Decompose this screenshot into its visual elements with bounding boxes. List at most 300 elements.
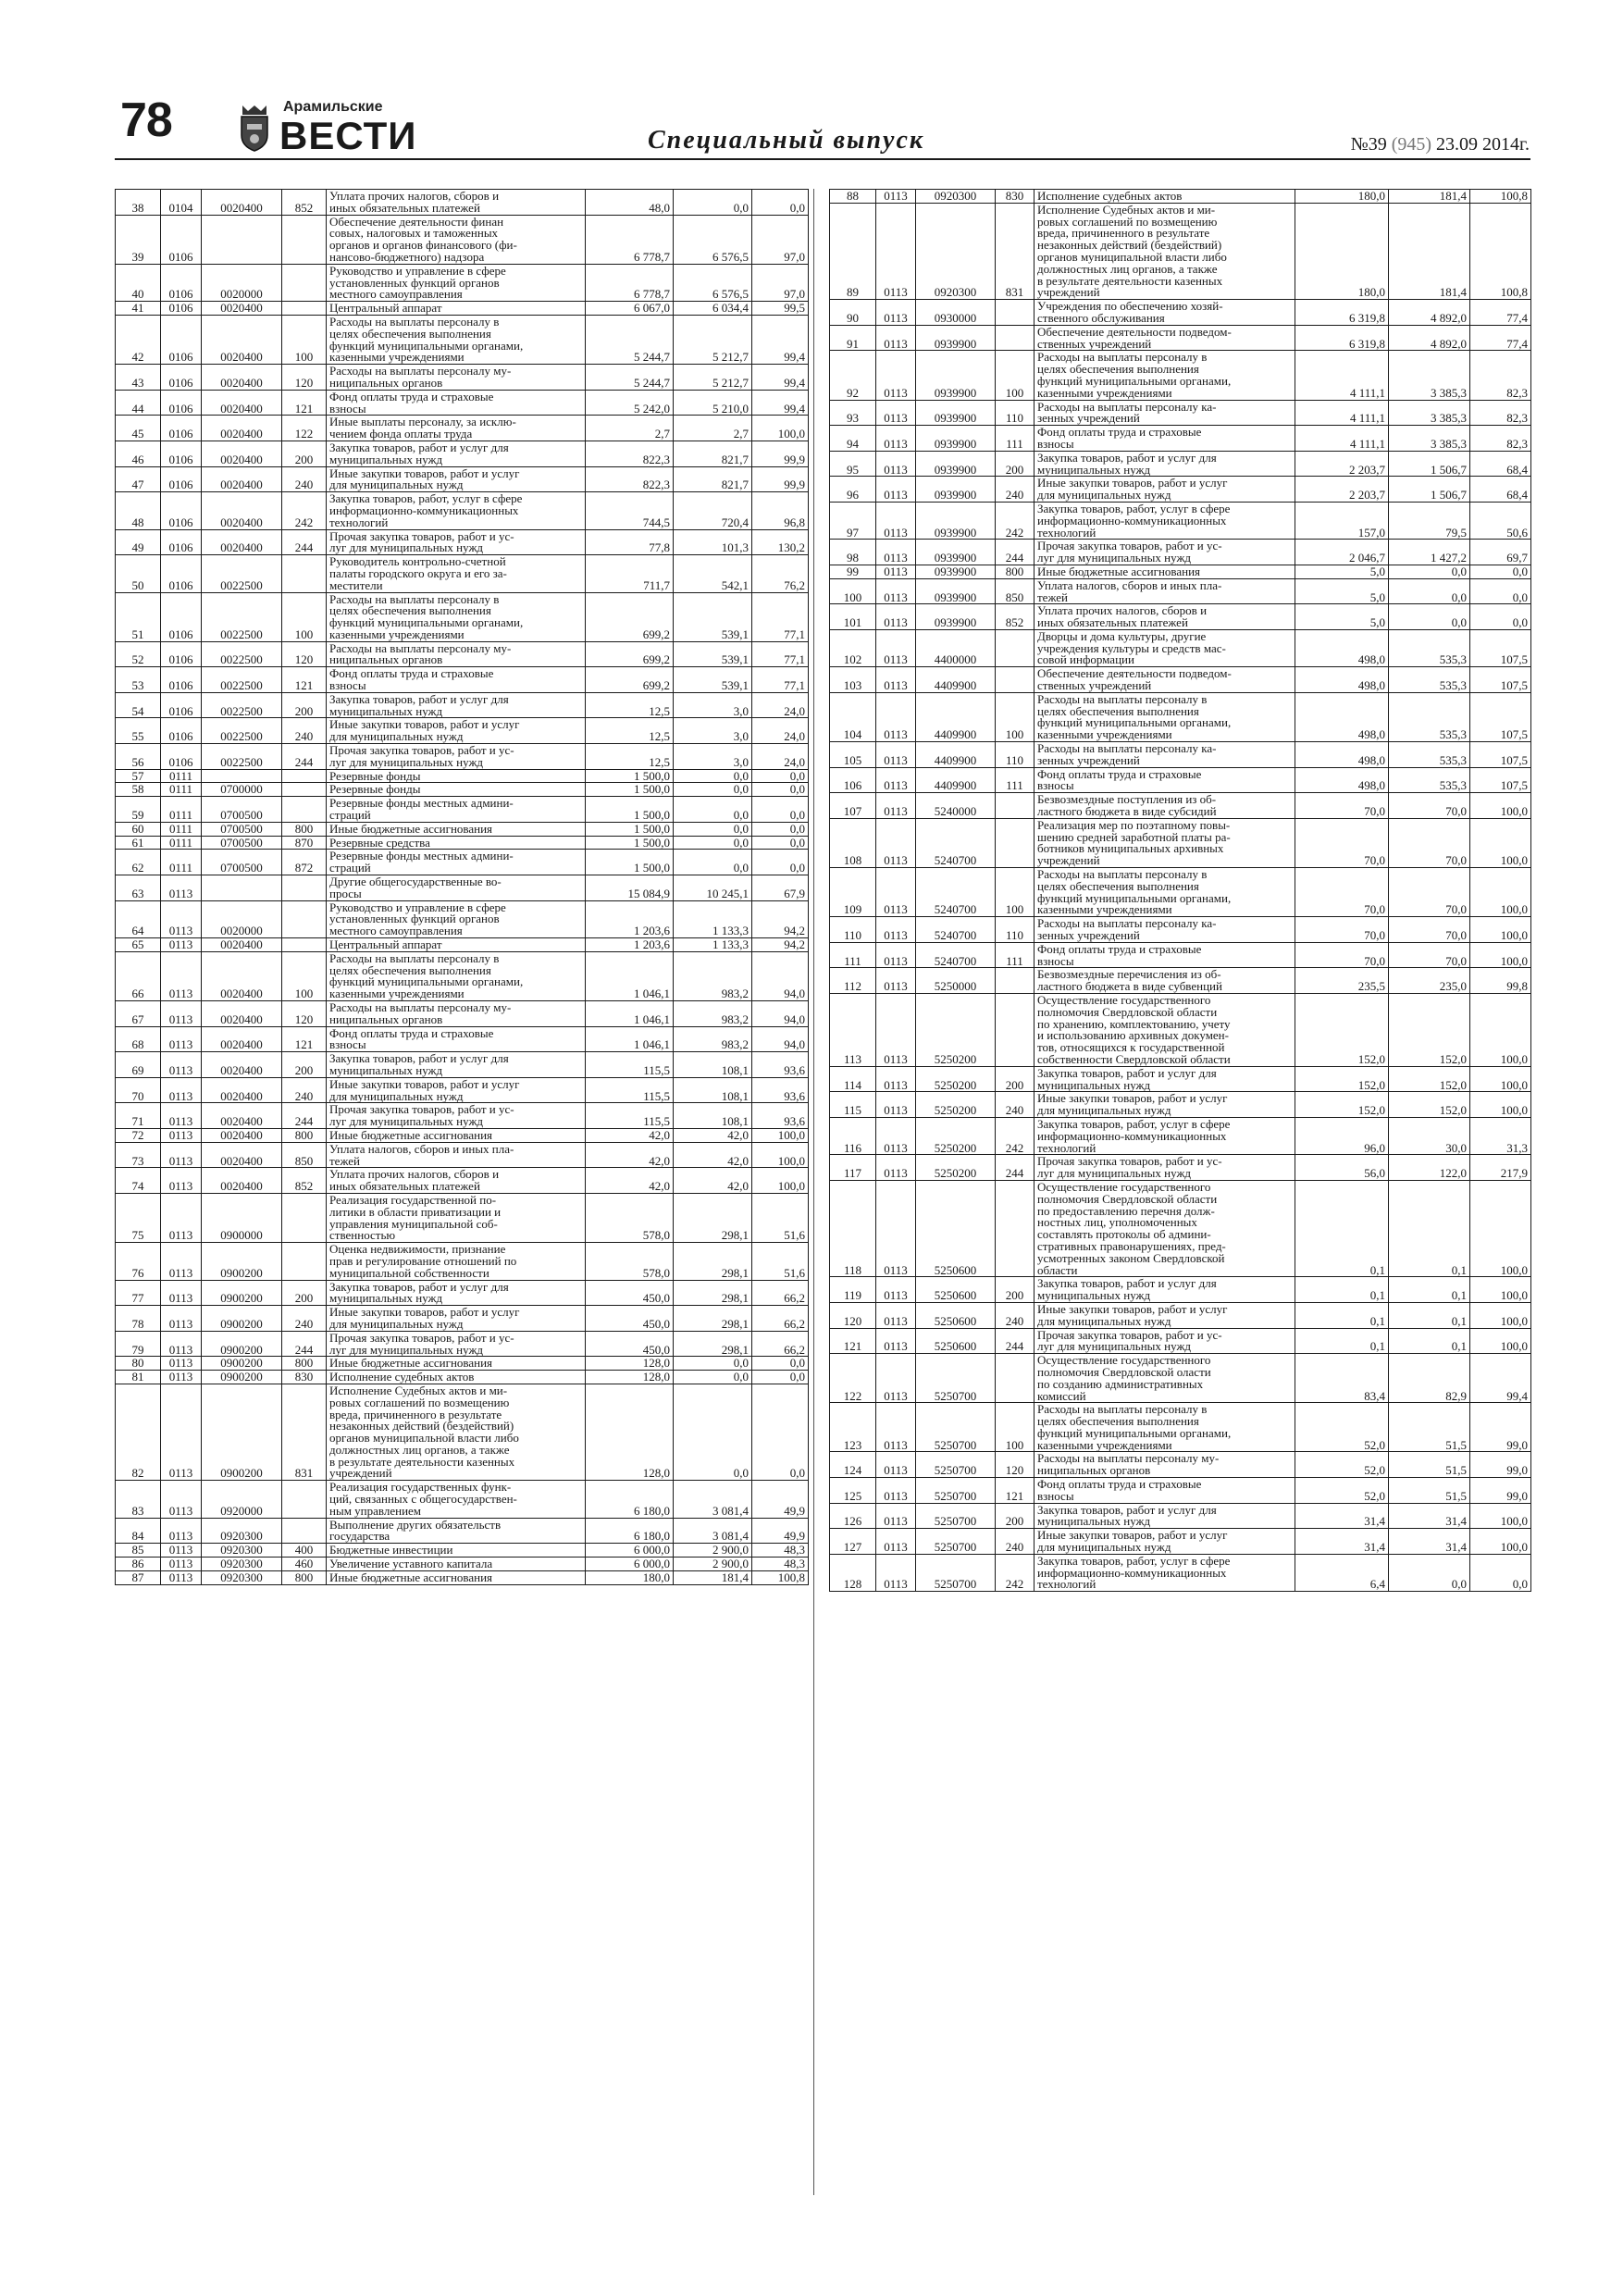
cell-plan: 450,0 — [586, 1280, 674, 1306]
cell-fact: 720,4 — [674, 492, 752, 529]
cell-name: Обеспечение деятельности подведом- ственных учреждений — [1035, 325, 1295, 351]
cell-n: 94 — [830, 426, 876, 452]
table-row — [116, 416, 809, 441]
cell-vr — [996, 1354, 1035, 1403]
cell-fact: 3 385,3 — [1389, 400, 1470, 426]
cell-plan: 48,0 — [586, 190, 674, 216]
cell-fact: 821,7 — [674, 466, 752, 492]
cell-vr: 800 — [996, 565, 1035, 578]
cell-plan: 6 319,8 — [1295, 300, 1389, 326]
cell-art: 0700500 — [202, 797, 282, 823]
cell-fact: 0,0 — [674, 1384, 752, 1480]
cell-plan: 498,0 — [1295, 742, 1389, 768]
cell-vr: 122 — [282, 416, 327, 441]
cell-plan: 42,0 — [586, 1168, 674, 1194]
cell-name: Реализация государственной по- литики в области приватизации и управления муниципальной соб- ственностью — [327, 1193, 586, 1242]
cell-pct: 107,5 — [1470, 767, 1531, 793]
cell-vr — [282, 555, 327, 592]
table-row — [830, 1066, 1531, 1092]
cell-fact: 0,0 — [674, 822, 752, 836]
cell-vr: 240 — [282, 718, 327, 744]
cell-sec: 0113 — [876, 300, 916, 326]
cell-pct: 82,3 — [1470, 400, 1531, 426]
cell-pct: 68,4 — [1470, 477, 1531, 503]
budget-table-left — [115, 189, 809, 1585]
table-row — [830, 400, 1531, 426]
cell-art — [202, 875, 282, 901]
cell-n: 47 — [116, 466, 161, 492]
cell-n: 106 — [830, 767, 876, 793]
cell-sec: 0113 — [876, 1554, 916, 1591]
table-row — [116, 1193, 809, 1242]
cell-name: Закупка товаров, работ, услуг в сфере информационно-коммуникационных технологий — [1035, 1554, 1295, 1591]
cell-name: Прочая закупка товаров, работ и ус- луг для муниципальных нужд — [1035, 1155, 1295, 1181]
cell-plan: 4 111,1 — [1295, 426, 1389, 452]
cell-plan: 6,4 — [1295, 1554, 1389, 1591]
cell-art: 5240700 — [916, 917, 996, 943]
cell-pct: 99,0 — [1470, 1478, 1531, 1504]
cell-plan: 4 111,1 — [1295, 351, 1389, 400]
cell-name: Фонд оплаты труда и страховые взносы — [1035, 767, 1295, 793]
cell-name: Расходы на выплаты персоналу му- ниципальных органов — [1035, 1452, 1295, 1478]
cell-n: 57 — [116, 769, 161, 783]
cell-sec: 0113 — [876, 1117, 916, 1154]
cell-pct: 0,0 — [752, 797, 809, 823]
cell-sec: 0106 — [161, 315, 202, 364]
cell-pct: 48,3 — [752, 1544, 809, 1558]
cell-name: Руководство и управление в сфере установленных функций органов местного самоуправления — [327, 264, 586, 301]
cell-name: Расходы на выплаты персоналу му- ниципальных органов — [327, 641, 586, 667]
cell-name: Центральный аппарат — [327, 302, 586, 316]
cell-plan: 498,0 — [1295, 692, 1389, 741]
cell-n: 83 — [116, 1481, 161, 1518]
cell-art: 0900200 — [202, 1384, 282, 1480]
cell-plan: 52,0 — [1295, 1478, 1389, 1504]
cell-sec: 0106 — [161, 718, 202, 744]
cell-name: Безвозмездные поступления из об- ластного бюджета в виде субсидий — [1035, 793, 1295, 819]
cell-vr: 200 — [996, 1277, 1035, 1303]
cell-name: Закупка товаров, работ, услуг в сфере информационно-коммуникационных технологий — [1035, 1117, 1295, 1154]
cell-fact: 0,0 — [1389, 578, 1470, 604]
cell-fact: 79,5 — [1389, 502, 1470, 539]
cell-art: 0022500 — [202, 692, 282, 718]
cell-fact: 2 900,0 — [674, 1544, 752, 1558]
cell-art: 0700500 — [202, 822, 282, 836]
cell-sec: 0111 — [161, 797, 202, 823]
cell-plan: 6 778,7 — [586, 264, 674, 301]
cell-pct: 0,0 — [752, 836, 809, 850]
cell-vr: 244 — [282, 1331, 327, 1357]
cell-pct: 107,5 — [1470, 667, 1531, 693]
cell-art: 0020400 — [202, 302, 282, 316]
cell-sec: 0113 — [876, 667, 916, 693]
table-row — [830, 451, 1531, 477]
cell-vr: 850 — [996, 578, 1035, 604]
cell-n: 49 — [116, 529, 161, 555]
cell-plan: 744,5 — [586, 492, 674, 529]
cell-sec: 0104 — [161, 190, 202, 216]
cell-art: 0900200 — [202, 1243, 282, 1280]
cell-fact: 2,7 — [674, 416, 752, 441]
cell-fact: 152,0 — [1389, 1066, 1470, 1092]
cell-name: Дворцы и дома культуры, другие учреждения культуры и средств мас- совой информации — [1035, 629, 1295, 666]
cell-vr: 831 — [282, 1384, 327, 1480]
cell-sec: 0113 — [876, 1092, 916, 1118]
cell-n: 88 — [830, 190, 876, 204]
cell-art: 0920300 — [202, 1558, 282, 1571]
cell-art: 0022500 — [202, 592, 282, 641]
cell-name: Реализация государственных функ- ций, связанных с общегосударствен- ным управлением — [327, 1481, 586, 1518]
cell-fact: 3 081,4 — [674, 1518, 752, 1544]
cell-art: 4409900 — [916, 692, 996, 741]
table-row — [116, 667, 809, 693]
cell-vr: 240 — [282, 1077, 327, 1103]
table-row — [116, 365, 809, 391]
cell-n: 63 — [116, 875, 161, 901]
table-row — [116, 1371, 809, 1384]
cell-plan: 2 203,7 — [1295, 477, 1389, 503]
table-row — [830, 767, 1531, 793]
cell-art: 0020400 — [202, 441, 282, 466]
cell-plan: 115,5 — [586, 1103, 674, 1129]
cell-fact: 298,1 — [674, 1243, 752, 1280]
cell-plan: 12,5 — [586, 744, 674, 770]
table-row — [830, 578, 1531, 604]
cell-name: Расходы на выплаты персоналу в целях обеспечения выполнения функций муниципальными органами, казенными учреждениями — [1035, 351, 1295, 400]
cell-pct: 99,0 — [1470, 1403, 1531, 1452]
cell-pct: 93,6 — [752, 1052, 809, 1078]
table-row — [830, 742, 1531, 768]
cell-n: 51 — [116, 592, 161, 641]
cell-fact: 535,3 — [1389, 667, 1470, 693]
cell-n: 92 — [830, 351, 876, 400]
cell-pct: 24,0 — [752, 692, 809, 718]
cell-n: 75 — [116, 1193, 161, 1242]
cell-art: 0020400 — [202, 1103, 282, 1129]
cell-n: 68 — [116, 1026, 161, 1052]
cell-fact: 298,1 — [674, 1280, 752, 1306]
cell-name: Иные закупки товаров, работ и услуг для муниципальных нужд — [1035, 1302, 1295, 1328]
cell-vr: 100 — [282, 951, 327, 1000]
issue-number — [1351, 135, 1530, 154]
budget-table-right — [829, 189, 1531, 1592]
cell-art: 0020400 — [202, 190, 282, 216]
cell-name: Иные закупки товаров, работ и услуг для муниципальных нужд — [327, 1077, 586, 1103]
cell-vr: 850 — [282, 1142, 327, 1168]
cell-vr — [282, 900, 327, 937]
cell-n: 71 — [116, 1103, 161, 1129]
cell-art: 0939900 — [916, 400, 996, 426]
cell-sec: 0113 — [876, 917, 916, 943]
cell-sec: 0106 — [161, 529, 202, 555]
cell-vr: 120 — [282, 365, 327, 391]
table-row — [116, 1544, 809, 1558]
cell-pct: 76,2 — [752, 555, 809, 592]
coat-of-arms-icon — [239, 104, 270, 152]
cell-n: 60 — [116, 822, 161, 836]
cell-vr: 120 — [282, 1001, 327, 1027]
cell-pct: 99,4 — [752, 315, 809, 364]
cell-sec: 0106 — [161, 492, 202, 529]
table-row — [830, 351, 1531, 400]
cell-fact: 70,0 — [1389, 942, 1470, 968]
cell-n: 77 — [116, 1280, 161, 1306]
cell-plan: 70,0 — [1295, 818, 1389, 867]
cell-vr — [282, 1243, 327, 1280]
cell-vr: 200 — [282, 1280, 327, 1306]
table-row — [116, 1384, 809, 1480]
cell-vr: 200 — [282, 692, 327, 718]
cell-sec: 0113 — [876, 604, 916, 630]
cell-name: Расходы на выплаты персоналу му- ниципальных органов — [327, 365, 586, 391]
cell-plan: 15 084,9 — [586, 875, 674, 901]
cell-plan: 70,0 — [1295, 793, 1389, 819]
cell-pct: 99,0 — [1470, 1452, 1531, 1478]
cell-fact: 298,1 — [674, 1193, 752, 1242]
cell-art: 5250700 — [916, 1452, 996, 1478]
cell-fact: 0,1 — [1389, 1328, 1470, 1354]
cell-fact: 181,4 — [674, 1570, 752, 1584]
cell-art: 0900000 — [202, 1193, 282, 1242]
cell-sec: 0113 — [876, 1302, 916, 1328]
table-row — [116, 592, 809, 641]
cell-art: 0020400 — [202, 529, 282, 555]
cell-vr: 240 — [996, 1529, 1035, 1555]
cell-fact: 70,0 — [1389, 917, 1470, 943]
cell-fact: 6 034,4 — [674, 302, 752, 316]
cell-pct: 100,0 — [1470, 1302, 1531, 1328]
cell-plan: 5,0 — [1295, 578, 1389, 604]
cell-art: 5250600 — [916, 1277, 996, 1303]
cell-vr — [282, 938, 327, 952]
cell-n: 85 — [116, 1544, 161, 1558]
cell-sec: 0113 — [876, 1066, 916, 1092]
cell-fact: 0,0 — [674, 190, 752, 216]
cell-name: Бюджетные инвестиции — [327, 1544, 586, 1558]
cell-sec: 0111 — [161, 836, 202, 850]
cell-name: Закупка товаров, работ, услуг в сфере информационно-коммуникационных технологий — [327, 492, 586, 529]
cell-n: 70 — [116, 1077, 161, 1103]
cell-fact: 983,2 — [674, 1001, 752, 1027]
cell-vr — [996, 968, 1035, 994]
cell-n: 105 — [830, 742, 876, 768]
cell-art: 0022500 — [202, 667, 282, 693]
table-row — [830, 604, 1531, 630]
cell-pct: 100,0 — [752, 416, 809, 441]
cell-plan: 1 203,6 — [586, 900, 674, 937]
table-row — [116, 850, 809, 875]
cell-vr: 240 — [996, 1302, 1035, 1328]
cell-plan: 2,7 — [586, 416, 674, 441]
table-row — [830, 477, 1531, 503]
cell-sec: 0113 — [161, 1103, 202, 1129]
table-row — [830, 942, 1531, 968]
cell-pct: 99,9 — [752, 441, 809, 466]
cell-pct: 100,0 — [1470, 868, 1531, 917]
table-row — [116, 1142, 809, 1168]
cell-art: 5240000 — [916, 793, 996, 819]
cell-name: Закупка товаров, работ и услуг для муниципальных нужд — [327, 441, 586, 466]
cell-plan: 6 180,0 — [586, 1481, 674, 1518]
cell-sec: 0113 — [876, 692, 916, 741]
cell-n: 50 — [116, 555, 161, 592]
cell-fact: 535,3 — [1389, 767, 1470, 793]
cell-n: 110 — [830, 917, 876, 943]
cell-sec: 0113 — [876, 1529, 916, 1555]
cell-plan: 31,4 — [1295, 1503, 1389, 1529]
header-rule — [115, 158, 1530, 160]
cell-n: 114 — [830, 1066, 876, 1092]
cell-fact: 539,1 — [674, 641, 752, 667]
cell-n: 41 — [116, 302, 161, 316]
table-row — [116, 1357, 809, 1371]
cell-vr — [282, 769, 327, 783]
cell-name: Иные бюджетные ассигнования — [327, 822, 586, 836]
cell-sec: 0106 — [161, 441, 202, 466]
cell-plan: 0,1 — [1295, 1277, 1389, 1303]
cell-name: Закупка товаров, работ и услуг для муниципальных нужд — [327, 1280, 586, 1306]
cell-name: Прочая закупка товаров, работ и ус- луг для муниципальных нужд — [327, 529, 586, 555]
cell-sec: 0106 — [161, 264, 202, 301]
cell-name: Расходы на выплаты персоналу в целях обеспечения выполнения функций муниципальными органами, казенными учреждениями — [327, 315, 586, 364]
cell-name: Расходы на выплаты персоналу в целях обеспечения выполнения функций муниципальными органами, казенными учреждениями — [1035, 1403, 1295, 1452]
cell-plan: 1 046,1 — [586, 951, 674, 1000]
cell-name: Учреждения по обеспечению хозяй- ственного обслуживания — [1035, 300, 1295, 326]
cell-n: 125 — [830, 1478, 876, 1504]
cell-pct: 0,0 — [752, 783, 809, 797]
cell-pct: 100,0 — [1470, 1180, 1531, 1276]
cell-fact: 108,1 — [674, 1077, 752, 1103]
cell-vr: 242 — [996, 1117, 1035, 1154]
cell-pct: 82,3 — [1470, 426, 1531, 452]
cell-sec: 0106 — [161, 390, 202, 416]
cell-fact: 0,1 — [1389, 1302, 1470, 1328]
cell-vr: 200 — [282, 1052, 327, 1078]
cell-pct: 24,0 — [752, 744, 809, 770]
cell-name: Уплата прочих налогов, сборов и иных обязательных платежей — [327, 1168, 586, 1194]
cell-fact: 298,1 — [674, 1306, 752, 1332]
cell-name: Прочая закупка товаров, работ и ус- луг для муниципальных нужд — [327, 1331, 586, 1357]
cell-n: 118 — [830, 1180, 876, 1276]
cell-pct: 100,0 — [1470, 994, 1531, 1067]
cell-name: Закупка товаров, работ и услуг для муниципальных нужд — [1035, 1503, 1295, 1529]
cell-art: 0900200 — [202, 1306, 282, 1332]
cell-plan: 70,0 — [1295, 942, 1389, 968]
cell-sec: 0113 — [876, 767, 916, 793]
cell-name: Прочая закупка товаров, работ и ус- луг для муниципальных нужд — [327, 1103, 586, 1129]
cell-plan: 70,0 — [1295, 868, 1389, 917]
cell-fact: 0,0 — [674, 836, 752, 850]
cell-vr — [282, 1518, 327, 1544]
cell-sec: 0106 — [161, 555, 202, 592]
cell-plan: 1 500,0 — [586, 783, 674, 797]
cell-plan: 711,7 — [586, 555, 674, 592]
cell-sec: 0113 — [161, 1243, 202, 1280]
table-row — [116, 190, 809, 216]
cell-fact: 539,1 — [674, 667, 752, 693]
cell-vr: 852 — [996, 604, 1035, 630]
cell-vr — [282, 302, 327, 316]
cell-fact: 0,1 — [1389, 1180, 1470, 1276]
cell-plan: 1 500,0 — [586, 769, 674, 783]
cell-art: 0020400 — [202, 1052, 282, 1078]
table-row — [116, 555, 809, 592]
cell-art: 0020400 — [202, 492, 282, 529]
cell-vr: 121 — [996, 1478, 1035, 1504]
cell-n: 76 — [116, 1243, 161, 1280]
page-number: 78 — [120, 93, 172, 147]
table-row — [830, 1092, 1531, 1118]
cell-pct: 0,0 — [1470, 604, 1531, 630]
table-row — [116, 1558, 809, 1571]
cell-pct: 77,1 — [752, 641, 809, 667]
cell-pct: 130,2 — [752, 529, 809, 555]
cell-pct: 31,3 — [1470, 1117, 1531, 1154]
cell-vr: 830 — [282, 1371, 327, 1384]
logo-subtitle: Арамильские — [283, 99, 383, 115]
cell-sec: 0106 — [161, 416, 202, 441]
cell-name: Иные закупки товаров, работ и услуг для муниципальных нужд — [1035, 1092, 1295, 1118]
cell-pct: 50,6 — [1470, 502, 1531, 539]
cell-plan: 128,0 — [586, 1357, 674, 1371]
cell-plan: 1 203,6 — [586, 938, 674, 952]
table-row — [116, 1052, 809, 1078]
cell-art: 0700500 — [202, 850, 282, 875]
cell-art: 4400000 — [916, 629, 996, 666]
cell-sec: 0106 — [161, 592, 202, 641]
cell-art: 5250700 — [916, 1403, 996, 1452]
cell-fact: 983,2 — [674, 951, 752, 1000]
cell-plan: 12,5 — [586, 692, 674, 718]
cell-plan: 450,0 — [586, 1306, 674, 1332]
cell-plan: 6 778,7 — [586, 215, 674, 264]
cell-pct: 100,0 — [1470, 818, 1531, 867]
cell-fact: 0,0 — [674, 1357, 752, 1371]
cell-pct: 99,4 — [752, 365, 809, 391]
cell-plan: 157,0 — [1295, 502, 1389, 539]
cell-vr: 852 — [282, 190, 327, 216]
cell-pct: 100,0 — [1470, 1066, 1531, 1092]
cell-art: 0920000 — [202, 1481, 282, 1518]
cell-pct: 77,4 — [1470, 325, 1531, 351]
cell-vr: 872 — [282, 850, 327, 875]
table-row — [830, 1554, 1531, 1591]
table-row — [116, 1518, 809, 1544]
cell-n: 117 — [830, 1155, 876, 1181]
cell-vr: 110 — [996, 742, 1035, 768]
cell-n: 121 — [830, 1328, 876, 1354]
cell-sec: 0113 — [161, 1128, 202, 1142]
cell-pct: 66,2 — [752, 1280, 809, 1306]
logo-title: ВЕСТИ — [279, 114, 417, 157]
cell-sec: 0113 — [161, 1026, 202, 1052]
cell-name: Резервные фонды местных админи- страций — [327, 797, 586, 823]
cell-plan: 5 244,7 — [586, 315, 674, 364]
cell-n: 102 — [830, 629, 876, 666]
cell-pct: 100,0 — [1470, 942, 1531, 968]
cell-pct: 100,0 — [1470, 917, 1531, 943]
table-row — [116, 718, 809, 744]
cell-art: 0020400 — [202, 938, 282, 952]
cell-name: Уплата налогов, сборов и иных пла- тежей — [327, 1142, 586, 1168]
table-row — [830, 818, 1531, 867]
cell-art: 0020400 — [202, 466, 282, 492]
cell-n: 119 — [830, 1277, 876, 1303]
cell-plan: 115,5 — [586, 1077, 674, 1103]
cell-plan: 699,2 — [586, 592, 674, 641]
cell-plan: 578,0 — [586, 1243, 674, 1280]
cell-vr: 120 — [996, 1452, 1035, 1478]
